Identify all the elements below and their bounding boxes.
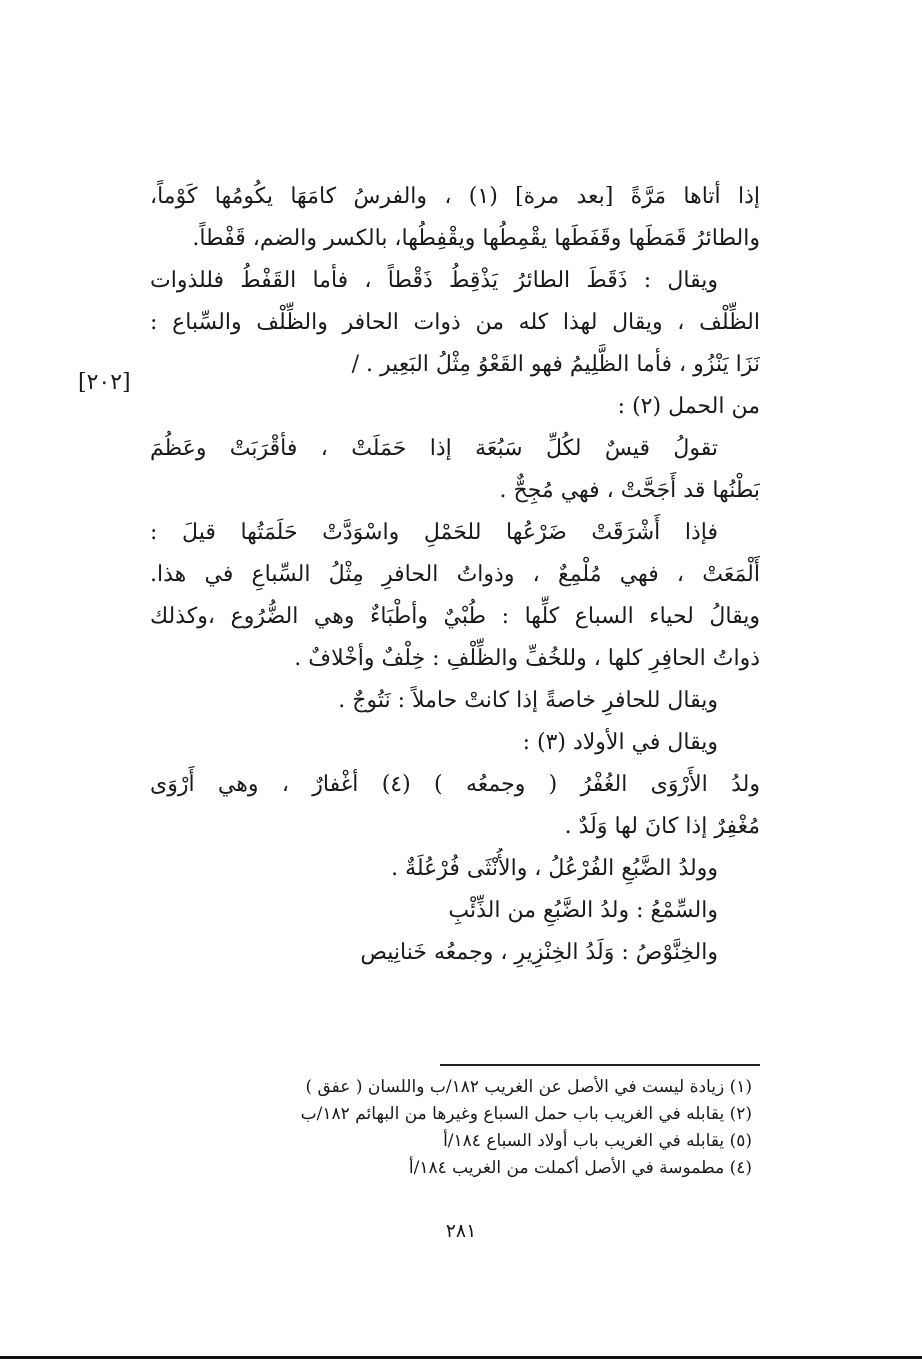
- text-line-12: ذواتُ الحافِرِ كلها ، وللخُفِّ والظِّلْفِ : خِلْفٌ وأخْلافٌ .: [294, 646, 760, 671]
- text-line-13: ويقال للحافرِ خاصةً إذا كانتْ حاملاً : نَتُوجٌ .: [338, 688, 718, 713]
- text-line-16: مُغْفِرٌ إذا كانَ لها وَلَدٌ .: [564, 814, 760, 839]
- text-line-15: ولدُ الأَرْوَى الغُفْرُ ( وجمعُه ) (٤) أغْفارٌ ، وهي أَرْوَى: [150, 772, 760, 797]
- text-line-7: تقولُ قيسٌ لكُلِّ سَبُعَة إذا حَمَلَتْ ، فأقْرَبَتْ وعَظُمَ: [150, 436, 718, 461]
- text-line-3: ويقال : ذَقَطَ الطائرُ يَذْقِطُ ذَقْطاً ، فأما القَفْطُ فللذوات: [150, 268, 718, 293]
- text-line-4: الظِّلْف ، ويقال لهذا كله من ذوات الحافر والظِّلْف والسِّباع :: [150, 310, 760, 335]
- section-heading-offspring: ويقال في الأولاد (٣) :: [522, 730, 718, 755]
- text-line-1: إذا أتاها مَرَّةً [بعد مرة] (١) ، والفرسُ كامَهَا يكُومُها كَوْماً،: [150, 184, 760, 209]
- page-number: ٢٨١: [445, 1220, 477, 1242]
- footnote-divider: [440, 1064, 760, 1066]
- footnote-2: (٢) يقابله في الغريب باب حمل السباع وغيرها من البهائم ١٨٢/ب: [300, 1104, 752, 1124]
- footnote-1: (١) زيادة ليست في الأصل عن الغريب ١٨٢/ب واللسان ( عفق ): [305, 1077, 752, 1097]
- text-line-8: بَطْنُها قد أَجَحَّتْ ، فهي مُجِحٌّ .: [499, 478, 760, 503]
- footnote-4: (٤) مطموسة في الأصل أكملت من الغريب ١٨٤/أ: [408, 1158, 752, 1178]
- manuscript-folio-marker: [٢٠٢]: [78, 370, 131, 395]
- section-heading-pregnancy: من الحمل (٢) :: [617, 394, 760, 419]
- scan-bottom-edge: [0, 1356, 922, 1359]
- text-line-5: نَزَا يَنْزُو ، فأما الظَّلِيمُ فهو القَعْوُ مِثْلُ البَعِير . /: [351, 352, 760, 377]
- footnote-3: (٥) يقابله في الغريب باب أولاد السباع ١٨٤/أ: [443, 1131, 752, 1151]
- footnotes: [232, 1074, 752, 1182]
- text-line-17: وولدُ الضَّبُعِ الفُرْعُلُ ، والأُنْثَى فُرْعُلَةٌ .: [391, 856, 718, 881]
- main-text: [150, 176, 760, 974]
- text-line-9: فإذا أَشْرَقَتْ ضَرْعُها للحَمْلِ واسْوَدَّتْ حَلَمَتُها قيلَ :: [150, 520, 718, 545]
- text-line-18: والسِّمْعُ : ولدُ الضَّبُعِ من الذِّئْبِ: [448, 898, 718, 923]
- text-line-19: والخِنَّوْصُ : وَلَدُ الخِنْزِيرِ ، وجمعُه خَنانِيص: [360, 940, 718, 965]
- text-line-11: ويقالُ لحياء السباع كلِّها : طُبْيٌ وأطْبَاءٌ وهي الضُّرُوع ،وكذلك: [150, 604, 760, 629]
- text-line-2: والطائرُ قَمَطَها وقَفَطَها يقْمِطُها ويقْفِطُها، بالكسر والضم، قَفْطاً.: [192, 226, 760, 251]
- text-line-10: أَلْمَعَتْ ، فهي مُلْمِعٌ ، وذواتُ الحافرِ مِثْلُ السِّباعِ في هذا.: [150, 562, 760, 587]
